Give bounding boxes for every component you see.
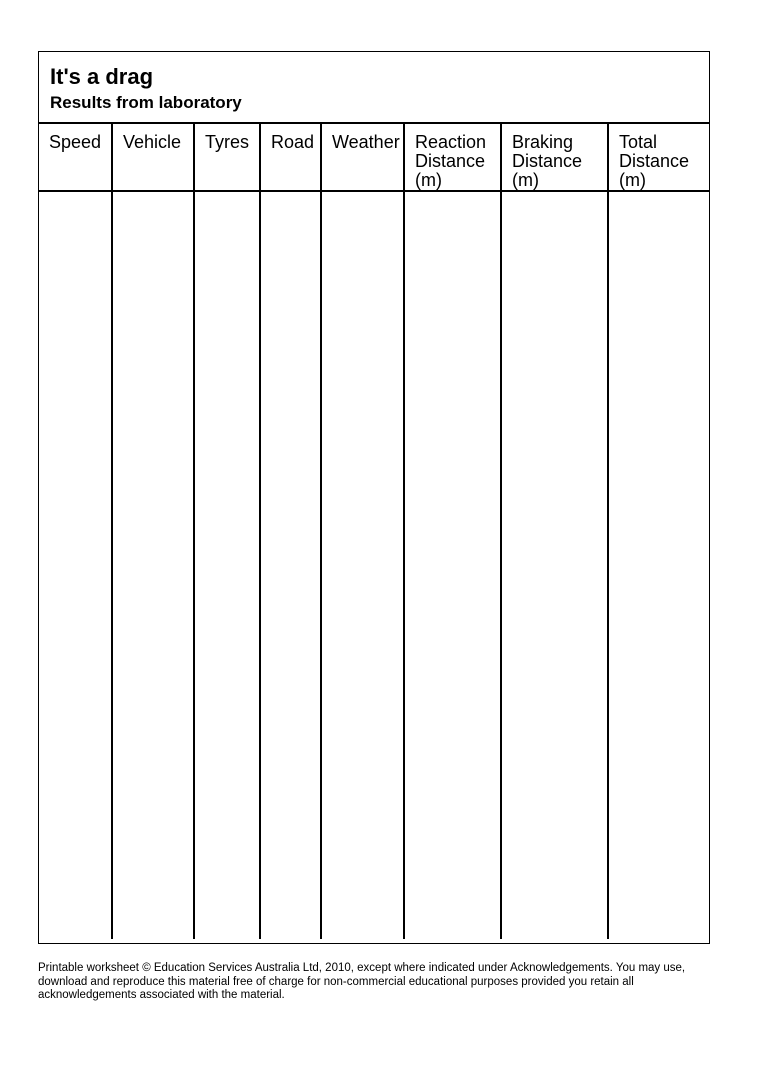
braking-distance-cell[interactable] xyxy=(501,191,608,939)
copyright-footer: Printable worksheet © Education Services Australia Ltd, 2010, except where indicated under Acknowledgements. You may use, download and reproduce this material free of charge for non-commercial educational purposes provided you retain all acknowledgements associated with the material. xyxy=(38,962,686,1001)
tyres-cell[interactable] xyxy=(194,191,260,939)
road-cell[interactable] xyxy=(260,191,321,939)
title-box xyxy=(39,52,709,124)
column-header-road: Road xyxy=(260,124,321,191)
reaction-distance-cell[interactable] xyxy=(404,191,501,939)
column-header-reaction-distance: Reaction Distance (m) xyxy=(404,124,501,191)
column-header-speed: Speed xyxy=(39,124,112,191)
vehicle-cell[interactable] xyxy=(112,191,194,939)
speed-cell[interactable] xyxy=(39,191,112,939)
weather-cell[interactable] xyxy=(321,191,404,939)
worksheet-frame xyxy=(38,51,710,944)
column-header-vehicle: Vehicle xyxy=(112,124,194,191)
column-header-total-distance: Total Distance (m) xyxy=(608,124,709,191)
page-title: It's a drag xyxy=(50,64,154,89)
total-distance-cell[interactable] xyxy=(608,191,709,939)
column-header-braking-distance: Braking Distance (m) xyxy=(501,124,608,191)
page-subtitle: Results from laboratory xyxy=(50,93,242,112)
header-row xyxy=(39,124,709,191)
column-header-tyres: Tyres xyxy=(194,124,260,191)
table-row xyxy=(39,191,709,939)
column-header-weather: Weather xyxy=(321,124,404,191)
results-table xyxy=(39,124,709,939)
